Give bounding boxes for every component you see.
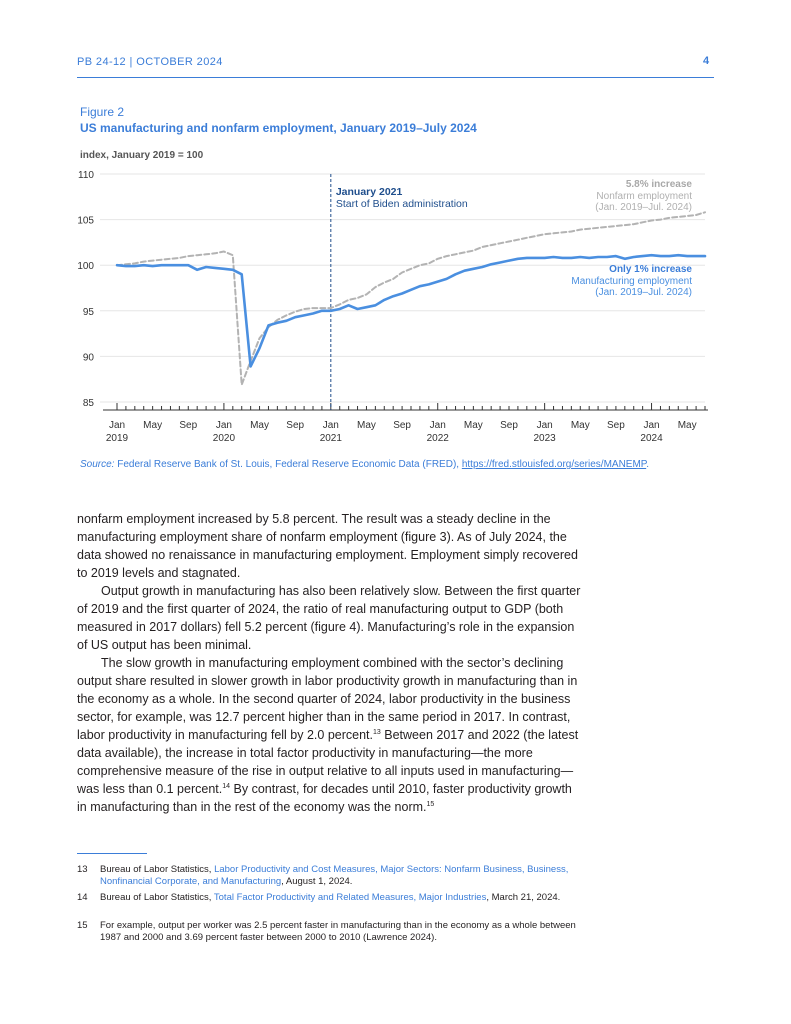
x-tick-year-label: 2019 (105, 433, 129, 444)
figure-label: Figure 2 (80, 105, 125, 119)
y-tick-label: 110 (78, 170, 94, 181)
employment-line-chart (0, 0, 791, 450)
x-tick-label: May (143, 420, 163, 431)
x-tick-label: May (677, 420, 697, 431)
nonfarm-employment-line (117, 212, 705, 384)
running-header: PB 24-12 | OCTOBER 2024 (77, 56, 223, 68)
body-text (77, 510, 582, 816)
footnote-number: 13 (77, 864, 88, 875)
footnote-pre: Bureau of Labor Statistics, (100, 892, 214, 903)
x-tick-label: Jan (108, 420, 126, 431)
x-tick-label: Sep (607, 420, 625, 431)
nonfarm-annotation-headline: 5.8% increase (625, 179, 692, 190)
footnote-divider (77, 853, 147, 854)
source-label: Source: (80, 459, 115, 470)
x-tick-label: Sep (286, 420, 305, 431)
x-tick-label: Jan (215, 420, 232, 431)
y-tick-label: 105 (77, 215, 94, 227)
paragraph-3 (77, 654, 582, 816)
chart-unit-label: index, January 2019 = 100 (80, 150, 204, 161)
footnote-text (100, 920, 590, 944)
x-tick-label: Sep (500, 420, 518, 431)
x-tick-year-label: 2024 (640, 433, 663, 444)
x-tick-year-label: 2022 (426, 433, 449, 444)
nonfarm-annotation-line2: (Jan. 2019–Jul. 2024) (595, 202, 692, 213)
footnote-text (100, 892, 590, 904)
x-tick-label: Jan (429, 420, 446, 431)
y-tick-label: 90 (82, 352, 94, 364)
manufacturing-annotation-line1: Manufacturing employment (571, 276, 692, 287)
footnote-text (100, 864, 590, 888)
footnote-ref-14[interactable]: 14 (222, 782, 231, 790)
source-text: Federal Reserve Bank of St. Louis, Federal Reserve Economic Data (FRED), (117, 459, 460, 470)
x-tick-label: Jan (322, 420, 339, 431)
paragraph-3-part-c: By contrast, for decades until 2010, faster productivity growth in manufacturing than in the rest of the economy was the norm. (77, 782, 572, 814)
footnote-pre: Bureau of Labor Statistics, (100, 864, 215, 875)
x-tick-label: Sep (393, 420, 411, 431)
footnote-number: 14 (77, 892, 88, 903)
figure-title: US manufacturing and nonfarm employment, January 2019–July 2024 (80, 121, 477, 135)
x-tick-label: May (357, 420, 376, 431)
paragraph-1: nonfarm employment increased by 5.8 percent. The result was a steady decline in the manufacturing employment share of nonfarm employment (figure 3). As of July 2024, the data showed no renaissance in manufacturing employment. Employment simply recovered to 2019 levels and stagnated. (77, 512, 578, 580)
footnote-link[interactable]: Labor Productivity and Cost Measures, Major Sectors: Nonfarm Business, Business, Nonfinancial Corporate, and Manufacturing (100, 864, 569, 887)
paragraph-3-part-a: The slow growth in manufacturing employment combined with the sector’s declining output share resulted in slower growth in labor productivity growth in manufacturing than in the economy as a whole. In the second quarter of 2024, labor productivity in the business sector, for example, was 12.7 percent higher than in the same period in 2017. In contrast, labor productivity in manufacturing fell by 2.0 percent. (77, 656, 578, 742)
footnote-post: , March 21, 2024. (486, 892, 561, 903)
reference-line-subtitle: Start of Biden administration (335, 198, 468, 210)
x-tick-label: Sep (179, 420, 198, 431)
source-end: . (646, 459, 649, 470)
footnote-pre: For example, output per worker was 2.5 percent faster in manufacturing than in the economy as a whole between 1987 and 2000 and 3.69 percent faster between 2000 to 2010 (Lawrence 2024). (100, 920, 576, 943)
y-tick-label: 95 (82, 306, 94, 318)
footnote-ref-13[interactable]: 13 (373, 728, 381, 736)
manufacturing-annotation-headline: Only 1% increase (609, 264, 692, 275)
paragraph-3-part-b: Between 2017 and 2022 (the latest data available), the increase in total factor productivity in manufacturing—the more comprehensive measure of the rise in output relative to all inputs used in manufacturing—was less than 0.1 percent. (77, 728, 579, 796)
x-tick-year-label: 2021 (319, 433, 342, 444)
footnote-link[interactable]: Total Factor Productivity and Related Measures, Major Industries (213, 892, 487, 903)
reference-line-title: January 2021 (335, 186, 403, 198)
page-number: 4 (703, 55, 710, 67)
x-tick-label: May (463, 420, 483, 431)
x-tick-label: Jan (643, 420, 660, 431)
paragraph-2: Output growth in manufacturing has also been relatively slow. Between the first quarter of 2019 and the first quarter of 2024, the ratio of real manufacturing output to GDP (both measured in 2017 dollars) fell 5.2 percent (figure 4). Manufacturing’s role in the expansion of US output has been minimal. (77, 584, 581, 652)
footnote-ref-15[interactable]: 15 (426, 800, 435, 808)
x-tick-year-label: 2023 (533, 433, 556, 444)
x-tick-label: May (570, 420, 590, 431)
y-tick-label: 100 (77, 261, 94, 273)
manufacturing-annotation-line2: (Jan. 2019–Jul. 2024) (595, 287, 692, 298)
nonfarm-annotation-line1: Nonfarm employment (596, 191, 692, 202)
y-tick-label: 85 (82, 398, 94, 409)
x-tick-year-label: 2020 (212, 433, 236, 444)
x-tick-label: May (250, 420, 269, 431)
footnote-number: 15 (77, 920, 88, 931)
x-tick-label: Jan (536, 420, 553, 431)
source-link[interactable]: https://fred.stlouisfed.org/series/MANEMP (461, 459, 647, 470)
footnote-post: , August 1, 2024. (281, 876, 353, 887)
figure-source (80, 458, 700, 471)
